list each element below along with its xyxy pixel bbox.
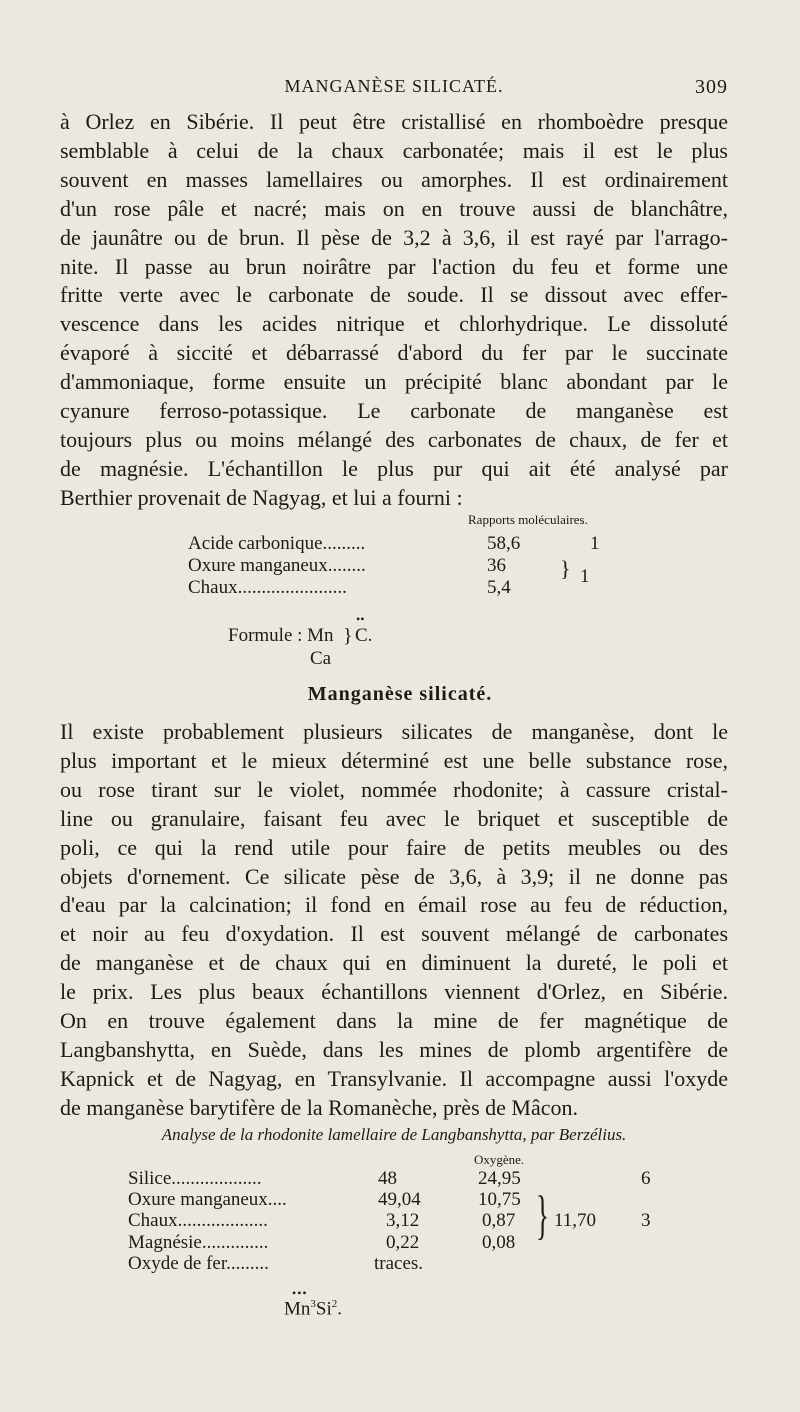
table-row-label: Oxure manganeux.... bbox=[128, 1189, 287, 1210]
text-line: de manganèse barytifère de la Romanèche, près de Mâcon. bbox=[60, 1094, 578, 1120]
table-row-value: 48 bbox=[378, 1168, 397, 1189]
text-line: Berthier provenait de Nagyag, et lui a fourni : bbox=[60, 484, 463, 510]
text-line: à Orlez en Sibérie. Il peut être cristallisé en rhomboèdre presque bbox=[60, 109, 728, 134]
text-line: souvent en masses lamellaires ou amorphes. Il est ordinairement bbox=[60, 166, 728, 192]
ratio-value: 6 bbox=[641, 1168, 651, 1189]
paragraph-carbonate bbox=[60, 108, 728, 513]
table-row-oxygen: 0,87 bbox=[482, 1210, 516, 1231]
table-row-value: 49,04 bbox=[378, 1189, 421, 1210]
table-row-value: 5,4 bbox=[487, 577, 511, 598]
brace-glyph: } bbox=[343, 625, 353, 647]
formula-superscript: 2 bbox=[331, 1298, 338, 1310]
text-line: de magnésie. L'échantillon le plus pur qui ait été analysé par bbox=[60, 455, 728, 481]
table-row-label: Chaux................... bbox=[128, 1210, 268, 1231]
text-line: le prix. Les plus beaux échantillons viennent d'Orlez, en Sibérie. bbox=[60, 979, 728, 1005]
table-row-label: Oxyde de fer......... bbox=[128, 1253, 269, 1274]
sum-oxygen: 11,70 bbox=[554, 1210, 597, 1231]
table-row-label: Oxure manganeux........ bbox=[188, 555, 366, 576]
formula-text: . bbox=[337, 1298, 343, 1320]
text-line: fritte verte avec le carbonate de soude. Il se dissout avec effer- bbox=[60, 282, 728, 308]
brace-glyph: } bbox=[560, 556, 571, 581]
text-line: On en trouve également dans la mine de fer magnétique de bbox=[60, 1008, 728, 1034]
formula-text: Si bbox=[315, 1298, 332, 1320]
analysis-caption: Analyse de la rhodonite lamellaire de Langbanshytta, par Berzélius. bbox=[161, 1125, 627, 1144]
table-row-value: 0,22 bbox=[386, 1232, 420, 1253]
table-row-label: Chaux....................... bbox=[188, 577, 347, 598]
text-line: d'un rose pâle et nacré; mais on en trouve aussi de blanchâtre, bbox=[60, 195, 728, 221]
text-line: line ou granulaire, faisant feu avec le briquet et susceptible de bbox=[60, 805, 728, 831]
formula-prefix: Formule : Mn bbox=[228, 625, 334, 646]
formula-text: Mn bbox=[284, 1298, 311, 1320]
text-line: de jaunâtre ou de brun. Il pèse de 3,2 à 3,6, il est rayé par l'arrago- bbox=[60, 224, 728, 250]
text-line: nite. Il passe au brun noirâtre par l'action du feu et forme une bbox=[60, 253, 728, 279]
running-title: MANGANÈSE SILICATÉ. bbox=[284, 76, 504, 96]
table-row-oxygen: 24,95 bbox=[478, 1168, 521, 1189]
table-row-value: 36 bbox=[487, 555, 506, 576]
formula-rhodonite bbox=[284, 1286, 343, 1320]
brace-glyph: } bbox=[536, 1185, 549, 1245]
formula-element-bottom: Ca bbox=[310, 648, 332, 669]
table-row-label: Silice................... bbox=[128, 1168, 262, 1189]
page-number: 309 bbox=[695, 76, 728, 98]
formula-element-top: C. bbox=[355, 625, 373, 646]
text-line: cyanure ferroso-potassique. Le carbonate de manganèse est bbox=[60, 398, 728, 424]
text-line: et noir au feu d'oxydation. Il est souvent mélangé de carbonates bbox=[60, 921, 728, 947]
table-row-value: traces. bbox=[374, 1253, 424, 1274]
text-line: Langbanshytta, en Suède, dans les mines de plomb argentifère de bbox=[60, 1036, 728, 1062]
text-line: Il existe probablement plusieurs silicates de manganèse, dont le bbox=[60, 719, 728, 744]
text-line: évaporé à siccité et débarrassé d'abord du fer par le succinate bbox=[60, 340, 728, 366]
table-row-label: Magnésie.............. bbox=[128, 1232, 269, 1253]
diacritic-dots: ••• bbox=[292, 1286, 308, 1300]
text-line: de manganèse et de chaux qui en diminuent la dureté, le poli et bbox=[60, 950, 728, 976]
table-row-oxygen: 0,08 bbox=[482, 1232, 516, 1253]
ratio-value: 3 bbox=[641, 1210, 651, 1231]
text-line: Kapnick et de Nagyag, en Transylvanie. Il accompagne aussi l'oxyde bbox=[60, 1065, 728, 1091]
table-header: Rapports moléculaires. bbox=[468, 512, 588, 527]
formula-superscript: 3 bbox=[310, 1298, 316, 1310]
table-row-oxygen: 10,75 bbox=[478, 1189, 521, 1210]
table-row-ratio: 1 bbox=[590, 533, 600, 554]
table-row-label: Acide carbonique......... bbox=[188, 533, 366, 554]
text-line: ou rose tirant sur le violet, nommée rhodonite; à cassure cristal- bbox=[60, 776, 728, 802]
table-row-ratio: 1 bbox=[580, 566, 590, 587]
table-header: Oxygène. bbox=[474, 1152, 525, 1167]
paragraph-silicate bbox=[60, 718, 728, 1123]
text-line: toujours plus ou moins mélangé des carbonates de chaux, de fer et bbox=[60, 426, 728, 452]
text-line: vescence dans les acides nitrique et chlorhydrique. Le dissoluté bbox=[60, 311, 728, 337]
text-line: d'ammoniaque, forme ensuite un précipité blanc abondant par le bbox=[60, 369, 728, 395]
text-line: d'eau par la calcination; il fond en émail rose au feu de réduction, bbox=[60, 892, 728, 918]
text-line: poli, ce qui la rend utile pour faire de petits meubles ou des bbox=[60, 834, 728, 860]
text-line: plus important et le mieux déterminé est une belle substance rose, bbox=[60, 747, 728, 773]
text-line: semblable à celui de la chaux carbonatée; mais il est le plus bbox=[60, 137, 728, 163]
section-heading: Manganèse silicaté. bbox=[307, 683, 493, 705]
table-row-value: 3,12 bbox=[386, 1210, 420, 1231]
diacritic-dots: •• bbox=[356, 612, 365, 626]
text-line: objets d'ornement. Ce silicate pèse de 3,6, à 3,9; il ne donne pas bbox=[60, 863, 728, 889]
running-header bbox=[60, 72, 728, 102]
table-row-value: 58,6 bbox=[487, 533, 521, 554]
